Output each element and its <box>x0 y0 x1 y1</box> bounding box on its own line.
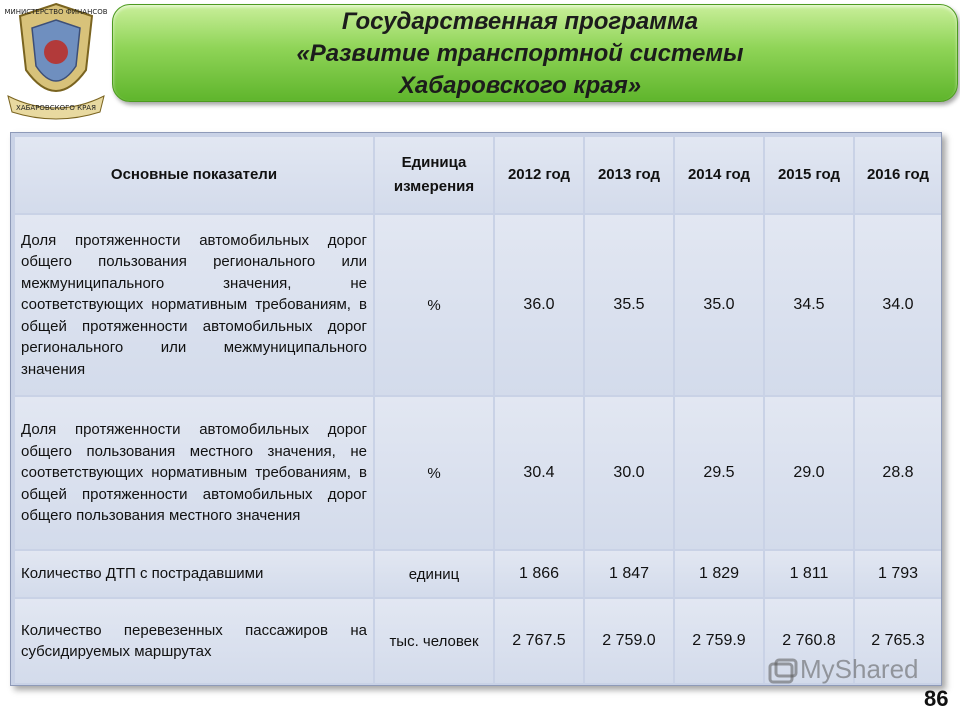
row-value-2016: 2 765.3 <box>855 599 941 683</box>
header-2012: 2012 год <box>495 137 583 213</box>
watermark-text: MyShared <box>800 654 919 684</box>
row-value-2012: 30.4 <box>495 397 583 549</box>
row-value-2015: 1 811 <box>765 551 853 597</box>
row-value-2014: 35.0 <box>675 215 763 395</box>
row-value-2013: 35.5 <box>585 215 673 395</box>
row-value-2016: 34.0 <box>855 215 941 395</box>
header-unit: Единица измерения <box>375 137 493 213</box>
header-indicator: Основные показатели <box>15 137 373 213</box>
watermark-logo-icon <box>768 658 798 686</box>
title-line-2: «Развитие транспортной системы <box>296 40 744 67</box>
row-unit: % <box>375 215 493 395</box>
row-indicator: Количество ДТП с пострадавшими <box>15 551 373 597</box>
row-value-2014: 2 759.9 <box>675 599 763 683</box>
header-2016: 2016 год <box>855 137 941 213</box>
header-2015: 2015 год <box>765 137 853 213</box>
row-value-2014: 29.5 <box>675 397 763 549</box>
row-value-2013: 30.0 <box>585 397 673 549</box>
row-value-2012: 2 767.5 <box>495 599 583 683</box>
row-indicator: Доля протяженности автомобильных дорог общего пользования местного значения, не соответствующих нормативным требованиям, в общей протяженности автомобильных дорог общего пользования местного значения <box>15 397 373 549</box>
emblem-text-top: МИНИСТЕРСТВО ФИНАНСОВ <box>4 8 108 16</box>
header-2014: 2014 год <box>675 137 763 213</box>
row-value-2015: 29.0 <box>765 397 853 549</box>
row-unit: тыс. человек <box>375 599 493 683</box>
row-value-2014: 1 829 <box>675 551 763 597</box>
row-unit: % <box>375 397 493 549</box>
row-indicator: Доля протяженности автомобильных дорог общего пользования регионального или межмуниципального значения, не соответствующих нормативным требованиям, в общей протяженности автомобильных дорог регионального или межмуниципального значения <box>15 215 373 395</box>
table-row <box>15 215 941 395</box>
row-value-2015: 34.5 <box>765 215 853 395</box>
row-value-2012: 1 866 <box>495 551 583 597</box>
indicators-table <box>13 135 943 685</box>
row-value-2013: 2 759.0 <box>585 599 673 683</box>
page-number: 86 <box>924 686 949 711</box>
row-value-2016: 1 793 <box>855 551 941 597</box>
header-2013: 2013 год <box>585 137 673 213</box>
row-unit: единиц <box>375 551 493 597</box>
ministry-emblem-icon <box>2 0 110 122</box>
row-value-2013: 1 847 <box>585 551 673 597</box>
indicators-table-frame <box>10 132 942 686</box>
emblem-text-bottom: ХАБАРОВСКОГО КРАЯ <box>16 104 96 112</box>
row-value-2015: 2 760.8 <box>765 599 853 683</box>
title-line-3: Хабаровского края» <box>398 72 642 99</box>
row-value-2012: 36.0 <box>495 215 583 395</box>
row-value-2016: 28.8 <box>855 397 941 549</box>
page-title <box>150 6 890 102</box>
table-row <box>15 551 941 597</box>
title-line-1: Государственная программа <box>341 8 699 35</box>
row-indicator: Количество перевезенных пассажиров на субсидируемых маршрутах <box>15 599 373 683</box>
table-row <box>15 397 941 549</box>
